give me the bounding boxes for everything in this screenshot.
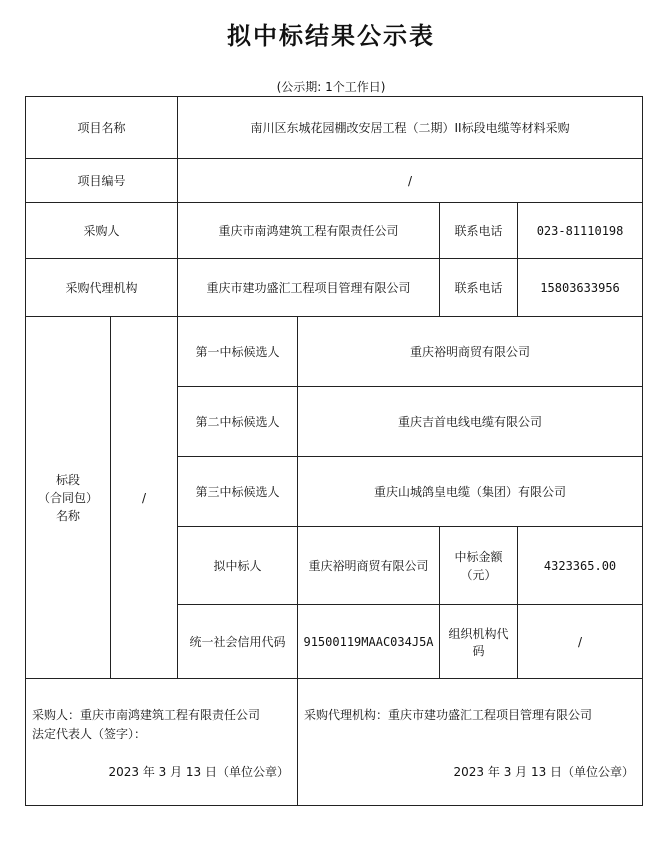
candidate-1-value: 重庆裕明商贸有限公司 <box>298 317 643 387</box>
agency-signature-block <box>298 679 643 806</box>
purchaser-signature-block <box>26 679 298 806</box>
purchaser-phone-label: 联系电话 <box>440 203 518 259</box>
row-project-no <box>26 159 643 203</box>
candidate-2-label: 第二中标候选人 <box>178 387 298 457</box>
credit-code-label: 统一社会信用代码 <box>178 605 298 679</box>
credit-code-value: 91500119MAAC034J5A <box>298 605 440 679</box>
agency-phone: 15803633956 <box>518 259 643 317</box>
candidate-2-value: 重庆吉首电线电缆有限公司 <box>298 387 643 457</box>
agency-label: 采购代理机构 <box>26 259 178 317</box>
purchaser-label: 采购人 <box>26 203 178 259</box>
agency-phone-label: 联系电话 <box>440 259 518 317</box>
result-table <box>25 96 643 806</box>
agency-signature-line: 采购代理机构：重庆市建功盛汇工程项目管理有限公司 <box>304 708 593 722</box>
amount-label-line: （元） <box>460 567 497 582</box>
page-title: 拟中标结果公示表 <box>227 22 435 50</box>
section-label-line: 名称 <box>55 508 80 523</box>
org-code-value: / <box>518 605 643 679</box>
row-purchaser <box>26 203 643 259</box>
purchaser-signature-line: 采购人：重庆市南鸿建筑工程有限责任公司 <box>32 708 261 722</box>
winner-value: 重庆裕明商贸有限公司 <box>298 527 440 605</box>
candidate-3-value: 重庆山城鸽皇电缆（集团）有限公司 <box>298 457 643 527</box>
purchaser-value: 重庆市南鸿建筑工程有限责任公司 <box>178 203 440 259</box>
section-label-line: （合同包） <box>37 490 98 505</box>
purchaser-phone: 023-81110198 <box>518 203 643 259</box>
project-no-value: / <box>178 159 643 203</box>
agency-seal-date: 2023 年 3 月 13 日（单位公章） <box>453 765 635 779</box>
project-name-label: 项目名称 <box>26 97 178 159</box>
agency-value: 重庆市建功盛汇工程项目管理有限公司 <box>178 259 440 317</box>
amount-label <box>440 527 518 605</box>
row-footer <box>26 679 643 806</box>
publicity-period: (公示期: 1个工作日) <box>276 80 386 94</box>
section-label <box>26 317 111 679</box>
row-candidate-1 <box>26 317 643 387</box>
candidate-3-label: 第三中标候选人 <box>178 457 298 527</box>
project-no-label: 项目编号 <box>26 159 178 203</box>
row-agency <box>26 259 643 317</box>
amount-label-line: 中标金额 <box>454 549 503 564</box>
amount-value: 4323365.00 <box>518 527 643 605</box>
row-project-name <box>26 97 643 159</box>
winner-label: 拟中标人 <box>178 527 298 605</box>
legal-rep-signature-line: 法定代表人（签字）： <box>32 727 147 741</box>
section-label-line: 标段 <box>55 472 80 487</box>
candidate-1-label: 第一中标候选人 <box>178 317 298 387</box>
section-value: / <box>111 317 178 679</box>
purchaser-seal-date: 2023 年 3 月 13 日（单位公章） <box>108 765 290 779</box>
org-code-label: 组织机构代码 <box>440 605 518 679</box>
project-name-value: 南川区东城花园棚改安居工程（二期）II标段电缆等材料采购 <box>178 97 643 159</box>
